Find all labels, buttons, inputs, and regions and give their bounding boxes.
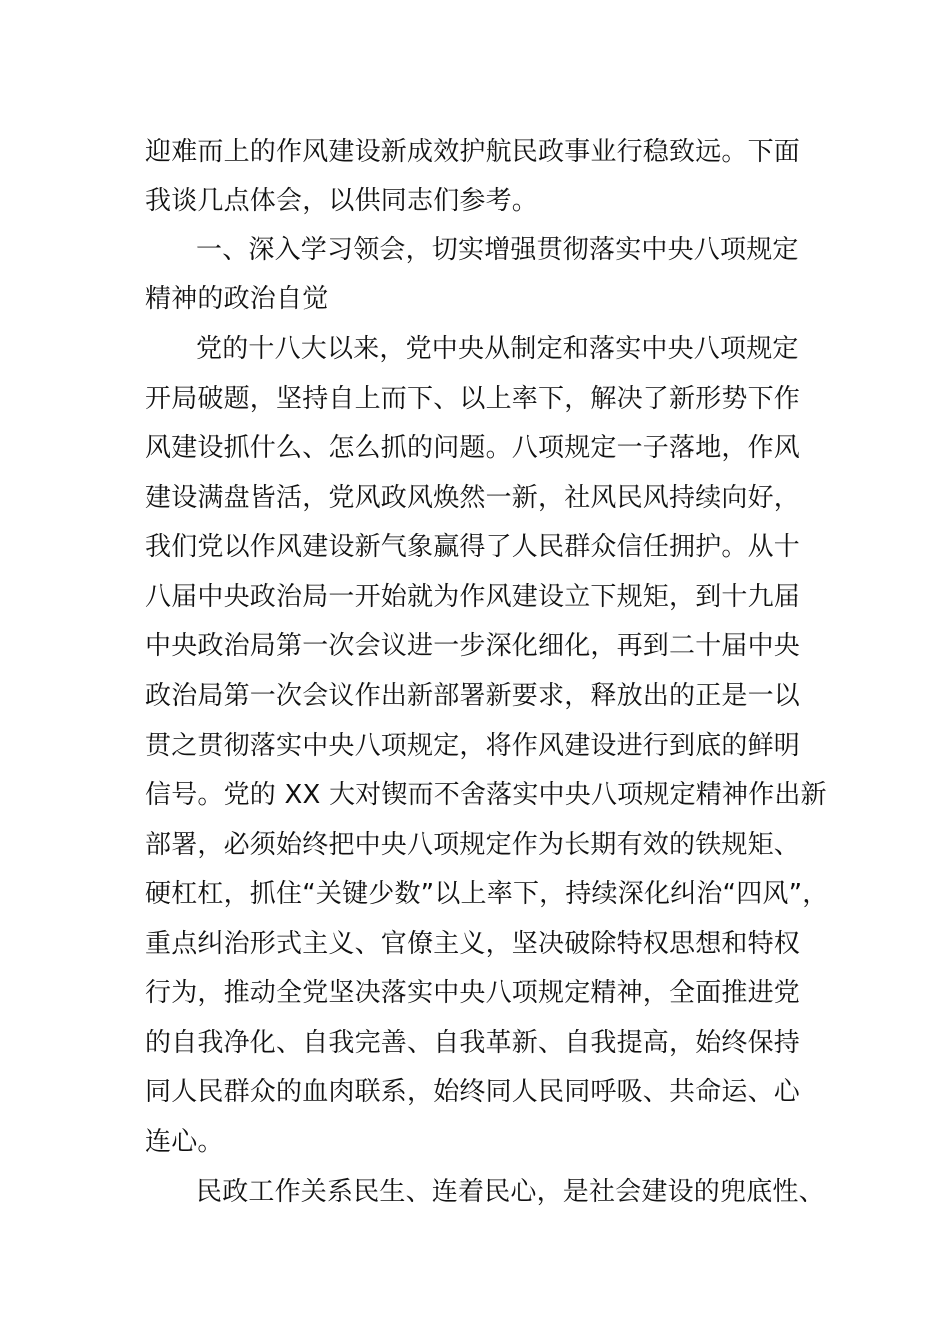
text-line-19: 的自我净化、自我完善、自我革新、自我提高，始终保持 bbox=[145, 1028, 801, 1058]
text-line-17: 重点纠治形式主义、官僚主义，坚决破除特权思想和特权 bbox=[145, 929, 801, 959]
text-line-9: 我们党以作风建设新气象赢得了人民群众信任拥护。从十 bbox=[145, 532, 801, 562]
text-line-13: 贯之贯彻落实中央八项规定，将作风建设进行到底的鲜明 bbox=[145, 731, 801, 761]
text-line-18: 行为，推动全党坚决落实中央八项规定精神，全面推进党 bbox=[145, 978, 801, 1008]
text-line-7: 风建设抓什么、怎么抓的问题。八项规定一子落地，作风 bbox=[145, 433, 801, 463]
text-line-12: 政治局第一次会议作出新部署新要求，释放出的正是一以 bbox=[145, 681, 801, 711]
text-line-6: 开局破题，坚持自上而下、以上率下，解决了新形势下作 bbox=[145, 384, 801, 414]
text-line-15: 部署，必须始终把中央八项规定作为长期有效的铁规矩、 bbox=[145, 830, 801, 860]
text-line-14: 信号。党的 XX 大对锲而不舍落实中央八项规定精神作出新 bbox=[145, 780, 827, 810]
text-line-22: 民政工作关系民生、连着民心，是社会建设的兜底性、 bbox=[196, 1177, 825, 1207]
section-heading-line-2: 精神的政治自觉 bbox=[145, 284, 329, 314]
text-line-8: 建设满盘皆活，党风政风焕然一新，社风民风持续向好， bbox=[145, 483, 801, 513]
text-line-5: 党的十八大以来，党中央从制定和落实中央八项规定 bbox=[196, 334, 799, 364]
section-heading-line-1: 一、深入学习领会，切实增强贯彻落实中央八项规定 bbox=[196, 235, 799, 265]
text-line-1: 迎难而上的作风建设新成效护航民政事业行稳致远。下面 bbox=[145, 137, 801, 167]
text-line-10: 八届中央政治局一开始就为作风建设立下规矩，到十九届 bbox=[145, 582, 801, 612]
text-line-2: 我谈几点体会，以供同志们参考。 bbox=[145, 186, 539, 216]
text-line-21: 连心。 bbox=[145, 1127, 224, 1157]
text-line-16: 硬杠杠，抓住“关键少数”以上率下，持续深化纠治“四风”， bbox=[145, 879, 829, 909]
text-line-11: 中央政治局第一次会议进一步深化细化，再到二十届中央 bbox=[145, 631, 801, 661]
text-line-20: 同人民群众的血肉联系，始终同人民同呼吸、共命运、心 bbox=[145, 1077, 801, 1107]
